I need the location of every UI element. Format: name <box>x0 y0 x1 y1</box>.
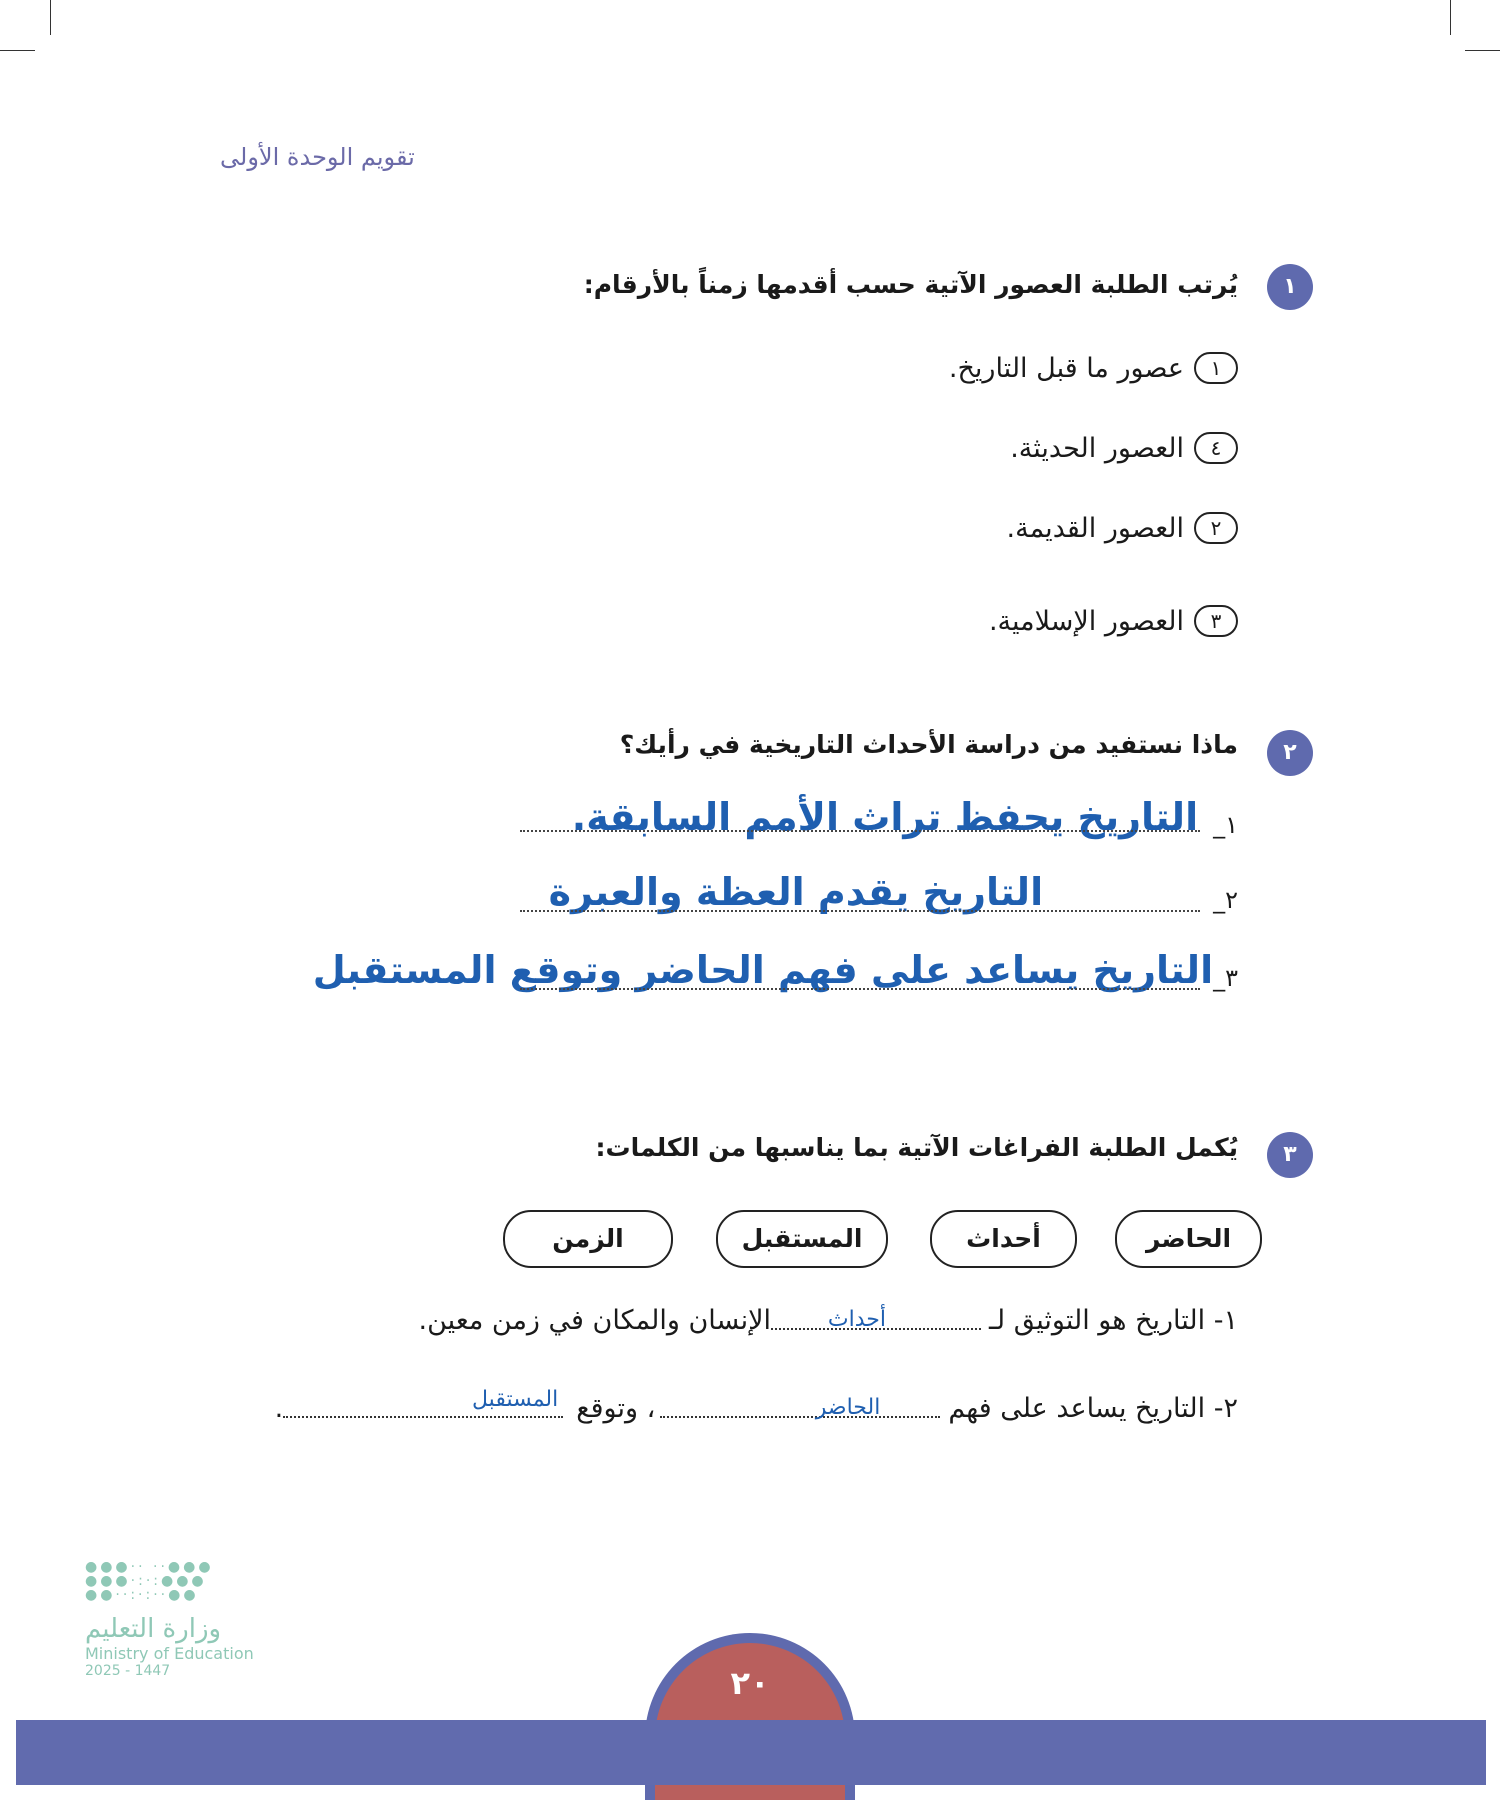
dotted-line <box>520 910 1200 912</box>
list-item <box>1007 512 1238 544</box>
filled-answer: أحداث <box>827 1307 886 1332</box>
word-bank-item: الزمن <box>503 1210 673 1268</box>
logo-dots-icon: ●●●·· ··●●● ●●●·:·:●●● ●●··:·:··●● <box>85 1559 214 1603</box>
word-bank-item: المستقبل <box>716 1210 888 1268</box>
ministry-name-en: Ministry of Education <box>85 1644 254 1663</box>
blank <box>283 1387 563 1418</box>
item-label: العصور القديمة. <box>1006 512 1184 544</box>
word-bank-item: أحداث <box>930 1210 1077 1268</box>
handwritten-answer: التاريخ يقدم العظة والعبرة <box>548 870 1044 914</box>
list-item <box>989 605 1238 637</box>
dotted-line <box>520 988 1200 990</box>
handwritten-answer: التاريخ يحفظ تراث الأمم السابقة. <box>571 795 1199 839</box>
fill-sentence-2 <box>274 1387 1238 1424</box>
sentence-text: الإنسان والمكان في زمن معين. <box>418 1305 771 1336</box>
answer-line <box>518 870 1238 914</box>
blank <box>660 1395 940 1420</box>
question-1-text: يُرتب الطلبة العصور الآتية حسب أقدمها زمناً بالأرقام: <box>583 270 1238 299</box>
fill-sentence-1 <box>419 1305 1238 1336</box>
page-number: ٢٠ <box>655 1643 845 1800</box>
sentence-text: ١- التاريخ هو التوثيق لـ <box>989 1305 1238 1336</box>
line-number: ٢_ <box>1213 886 1238 914</box>
answer-number: ١ <box>1194 352 1238 384</box>
sentence-text: . <box>274 1393 284 1424</box>
crop-mark <box>1450 0 1451 35</box>
answer-line <box>312 948 1238 992</box>
footer-bar <box>16 1720 1486 1785</box>
question-number-badge: ٢ <box>1267 730 1313 776</box>
list-item <box>949 352 1238 384</box>
answer-number: ٣ <box>1194 605 1238 637</box>
ministry-logo <box>85 1560 275 1679</box>
crop-mark <box>1465 50 1500 51</box>
line-number: ١_ <box>1213 811 1238 839</box>
question-2-text: ماذا نستفيد من دراسة الأحداث التاريخية في رأيك؟ <box>619 730 1238 759</box>
question-number-badge: ٣ <box>1267 1132 1313 1178</box>
item-label: العصور الحديثة. <box>1010 432 1184 464</box>
blank <box>771 1307 981 1332</box>
item-label: عصور ما قبل التاريخ. <box>948 352 1184 384</box>
item-label: العصور الإسلامية. <box>988 605 1184 637</box>
filled-answer: المستقبل <box>472 1387 559 1412</box>
section-header: تقويم الوحدة الأولى <box>220 143 415 171</box>
list-item <box>1010 432 1238 464</box>
answer-number: ٢ <box>1194 512 1238 544</box>
line-number: ٣_ <box>1213 964 1238 992</box>
question-3-text: يُكمل الطلبة الفراغات الآتية بما يناسبها من الكلمات: <box>595 1133 1238 1162</box>
sentence-text: ٢- التاريخ يساعد على فهم <box>948 1393 1238 1424</box>
handwritten-answer: التاريخ يساعد على فهم الحاضر وتوقع المستقبل <box>312 948 1214 992</box>
filled-answer: الحاضر <box>815 1395 881 1420</box>
question-number-badge: ١ <box>1267 264 1313 310</box>
ministry-name-ar: وزارة التعليم <box>85 1614 222 1644</box>
crop-mark <box>0 50 35 51</box>
sentence-text: ، وتوقع <box>576 1393 656 1424</box>
word-bank-item: الحاضر <box>1115 1210 1262 1268</box>
answer-number: ٤ <box>1194 432 1238 464</box>
year: 2025 - 1447 <box>85 1663 171 1679</box>
crop-mark <box>50 0 51 35</box>
answer-line <box>518 795 1238 839</box>
dotted-line <box>520 830 1200 832</box>
